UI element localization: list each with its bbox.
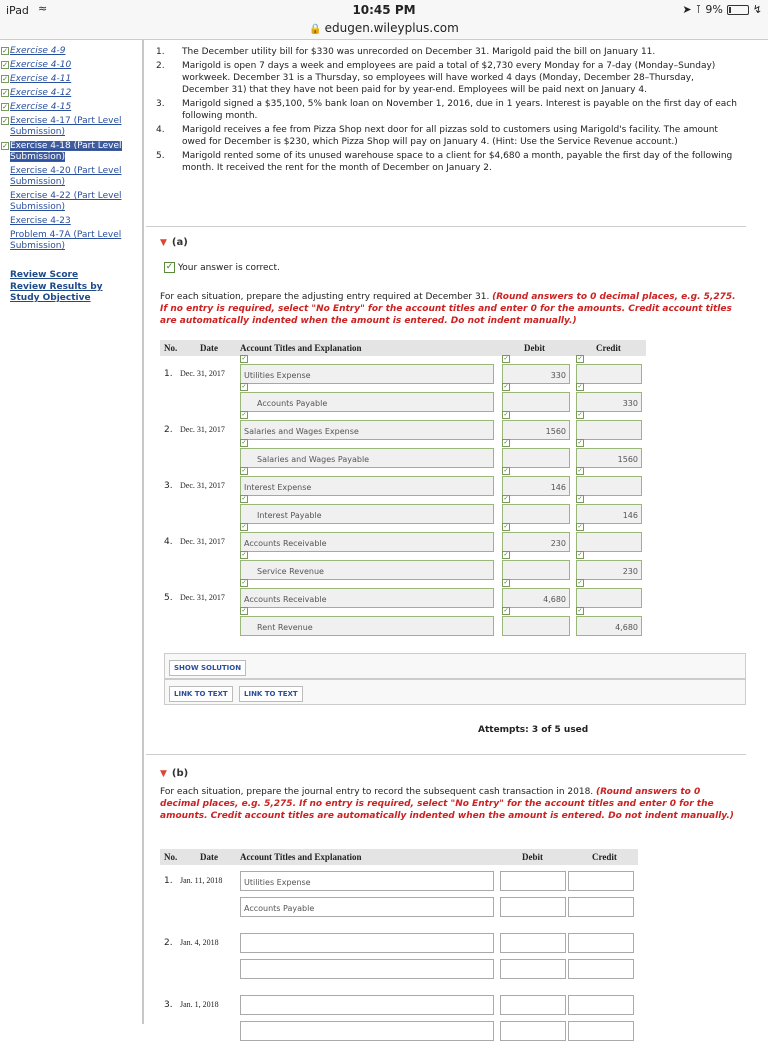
row-number: 1. <box>164 876 173 886</box>
lock-icon: 🔒 <box>309 24 322 35</box>
credit-account-field[interactable]: Accounts Payable <box>240 897 494 917</box>
debit-amount-field[interactable] <box>502 616 570 636</box>
correct-message: ✓ Your answer is correct. <box>165 262 280 273</box>
debit-account-field[interactable]: Utilities Expense <box>240 364 494 384</box>
check-icon: ✓ <box>503 439 509 446</box>
check-icon: ✓ <box>241 495 247 502</box>
divider <box>146 226 746 227</box>
sidebar-item[interactable]: Exercise 4-22 (Part Level Submission) <box>10 191 122 212</box>
check-icon: ✓ <box>241 467 247 474</box>
journal-row <box>160 607 650 638</box>
battery-percent: 9% <box>705 3 723 16</box>
sidebar-item[interactable]: ✓ Exercise 4-18 (Part Level Submission) <box>2 141 122 162</box>
problem-item: 5. Marigold rented some of its unused warehouse space to a client for $4,680 a month, payable the first day of the following month. It received the rent for the month of December on January 2. <box>156 151 733 173</box>
row-date: Dec. 31, 2017 <box>180 369 225 378</box>
checkbox-icon: ✓ <box>2 89 8 97</box>
problem-item: 2. Marigold is open 7 days a week and employees are paid a total of $2,730 every Monday for a 7-day (Monday–Sunday) workweek. December 31 is a Thursday, so employees will have worked 4 days (Monday, December 28–Thursday, December 31) that they have not been paid for by year-end. Employees will be paid next on January 4. <box>156 61 716 95</box>
row-date: Jan. 4, 2018 <box>180 938 219 947</box>
check-icon: ✓ <box>241 579 247 586</box>
show-solution-button[interactable]: SHOW SOLUTION <box>169 660 246 676</box>
location-icon: ➤ <box>682 3 692 16</box>
clock: 10:45 PM <box>352 3 416 17</box>
journal-row <box>160 895 650 919</box>
credit-account-field[interactable] <box>240 959 494 979</box>
sidebar-item[interactable]: ✓ Exercise 4-17 (Part Level Submission) <box>2 116 122 137</box>
check-icon: ✓ <box>503 383 509 390</box>
debit-amount-field[interactable]: 330 <box>502 364 570 384</box>
debit-account-field[interactable]: Accounts Receivable <box>240 588 494 608</box>
sidebar-item[interactable]: ✓ Exercise 4-12 <box>2 88 72 98</box>
credit-amount-field[interactable] <box>568 995 634 1015</box>
checkbox-icon: ✓ <box>2 142 8 150</box>
collapse-triangle-icon: ▼ <box>160 769 167 779</box>
check-icon: ✓ <box>577 411 583 418</box>
sidebar-item[interactable]: ✓ Exercise 4-15 <box>2 102 72 112</box>
url-bar[interactable] <box>0 20 768 40</box>
checkbox-icon: ✓ <box>2 61 8 69</box>
debit-amount-field[interactable]: 146 <box>502 476 570 496</box>
check-icon: ✓ <box>577 523 583 530</box>
journal-row <box>160 869 650 893</box>
credit-amount-field[interactable] <box>568 871 634 891</box>
check-icon: ✓ <box>503 607 509 614</box>
credit-amount-field[interactable]: 330 <box>576 392 642 412</box>
sidebar-item[interactable]: Exercise 4-23 <box>10 216 71 226</box>
row-number: 3. <box>164 1000 173 1010</box>
collapse-triangle-icon: ▼ <box>160 238 167 248</box>
journal-row <box>160 957 650 981</box>
debit-account-field[interactable]: Interest Expense <box>240 476 494 496</box>
credit-amount-field[interactable] <box>576 588 642 608</box>
show-solution-bar <box>164 653 746 679</box>
check-icon: ✓ <box>165 262 174 272</box>
debit-amount-field[interactable] <box>502 504 570 524</box>
credit-account-field[interactable]: Rent Revenue <box>240 616 494 636</box>
row-date: Dec. 31, 2017 <box>180 537 225 546</box>
debit-amount-field[interactable] <box>500 995 566 1015</box>
credit-amount-field[interactable] <box>568 959 634 979</box>
check-icon: ✓ <box>241 607 247 614</box>
checkbox-icon: ✓ <box>2 75 8 83</box>
debit-amount-field[interactable] <box>500 871 566 891</box>
review-score-link[interactable]: Review Score <box>10 270 79 280</box>
credit-amount-field[interactable]: 4,680 <box>576 616 642 636</box>
debit-amount-field[interactable]: 230 <box>502 532 570 552</box>
row-date: Dec. 31, 2017 <box>180 425 225 434</box>
device-label: iPad <box>6 4 29 17</box>
problem-item: 3. Marigold signed a $35,100, 5% bank loan on November 1, 2016, due in 1 years. Interest is payable on the first day of each following month. <box>156 99 737 121</box>
check-icon: ✓ <box>503 579 509 586</box>
checkbox-icon: ✓ <box>2 117 8 125</box>
journal-row <box>160 993 650 1017</box>
problem-list <box>156 46 741 176</box>
debit-amount-field[interactable]: 1560 <box>502 420 570 440</box>
divider <box>146 754 746 755</box>
credit-account-field[interactable] <box>240 1021 494 1041</box>
row-number: 3. <box>164 481 173 491</box>
debit-account-field[interactable] <box>240 933 494 953</box>
link-to-text-button[interactable]: LINK TO TEXT <box>169 686 233 702</box>
check-icon: ✓ <box>241 355 247 362</box>
check-icon: ✓ <box>503 355 509 362</box>
debit-amount-field[interactable] <box>500 959 566 979</box>
debit-account-field[interactable]: Utilities Expense <box>240 871 494 891</box>
row-date: Dec. 31, 2017 <box>180 481 225 490</box>
part-a-table-header: No. Date Account Titles and Explanation Debit Credit <box>160 340 646 356</box>
part-a-header[interactable]: ▼ (a) <box>160 237 188 248</box>
check-icon: ✓ <box>577 355 583 362</box>
sidebar-item[interactable]: ✓ Exercise 4-10 <box>2 60 72 70</box>
debit-account-field[interactable]: Accounts Receivable <box>240 532 494 552</box>
debit-amount-field[interactable] <box>502 560 570 580</box>
check-icon: ✓ <box>503 467 509 474</box>
credit-amount-field[interactable] <box>576 532 642 552</box>
check-icon: ✓ <box>241 383 247 390</box>
credit-amount-field[interactable]: 230 <box>576 560 642 580</box>
check-icon: ✓ <box>241 411 247 418</box>
credit-amount-field[interactable] <box>576 476 642 496</box>
row-number: 5. <box>164 593 173 603</box>
check-icon: ✓ <box>577 439 583 446</box>
row-number: 2. <box>164 938 173 948</box>
url-text: edugen.wileyplus.com <box>324 21 459 35</box>
debit-account-field[interactable]: Salaries and Wages Expense <box>240 420 494 440</box>
part-b-instructions: For each situation, prepare the journal entry to record the subsequent cash transaction in 2018. (Round answers to 0 decimal places, e.g. 5,275. If no entry is required, select "No Entry" for the account titles and enter 0 for the amounts. Credit account titles are automatically indented when the amount is entered. Do not indent manually.) <box>160 787 734 821</box>
sidebar-item[interactable]: Problem 4-7A (Part Level Submission) <box>10 230 122 251</box>
credit-amount-field[interactable] <box>568 1021 634 1041</box>
row-date: Jan. 11, 2018 <box>180 876 223 885</box>
credit-amount-field[interactable] <box>568 933 634 953</box>
row-number: 2. <box>164 425 173 435</box>
journal-row <box>160 1019 650 1043</box>
debit-amount-field[interactable] <box>502 448 570 468</box>
check-icon: ✓ <box>577 383 583 390</box>
check-icon: ✓ <box>241 523 247 530</box>
row-number: 1. <box>164 369 173 379</box>
checkbox-icon: ✓ <box>2 103 8 111</box>
credit-amount-field[interactable] <box>576 364 642 384</box>
charging-icon: ↯ <box>752 3 762 16</box>
sidebar <box>0 40 144 1024</box>
debit-amount-field[interactable] <box>502 392 570 412</box>
link-bar <box>164 679 746 705</box>
attempts-count: Attempts: 3 of 5 used <box>478 725 589 735</box>
check-icon: ✓ <box>577 579 583 586</box>
debit-account-field[interactable] <box>240 995 494 1015</box>
part-b-table-header: No. Date Account Titles and Explanation Debit Credit <box>160 849 638 865</box>
row-number: 4. <box>164 537 173 547</box>
check-icon: ✓ <box>503 411 509 418</box>
credit-account-field[interactable]: Service Revenue <box>240 560 494 580</box>
check-icon: ✓ <box>241 439 247 446</box>
journal-row <box>160 931 650 955</box>
credit-amount-field[interactable]: 146 <box>576 504 642 524</box>
credit-amount-field[interactable]: 1560 <box>576 448 642 468</box>
sidebar-item[interactable]: ✓ Exercise 4-9 <box>2 46 66 56</box>
check-icon: ✓ <box>503 495 509 502</box>
credit-account-field[interactable]: Accounts Payable <box>240 392 494 412</box>
check-icon: ✓ <box>577 467 583 474</box>
debit-amount-field[interactable] <box>500 933 566 953</box>
check-icon: ✓ <box>577 551 583 558</box>
debit-amount-field[interactable] <box>500 897 566 917</box>
row-date: Jan. 1, 2018 <box>180 1000 219 1009</box>
bluetooth-icon: ⊺ <box>695 3 702 16</box>
check-icon: ✓ <box>577 495 583 502</box>
problem-item: 4. Marigold receives a fee from Pizza Shop next door for all pizzas sold to customers using Marigold's facility. The amount owed for December is $230, which Pizza Shop will pay on January 4. (Hint: Use the Service Revenue account.) <box>156 125 718 147</box>
check-icon: ✓ <box>241 551 247 558</box>
link-to-text-button-2[interactable]: LINK TO TEXT <box>239 686 303 702</box>
check-icon: ✓ <box>503 551 509 558</box>
credit-amount-field[interactable] <box>576 420 642 440</box>
credit-amount-field[interactable] <box>568 897 634 917</box>
battery-icon <box>727 5 749 15</box>
credit-account-field[interactable]: Salaries and Wages Payable <box>240 448 494 468</box>
sidebar-item[interactable]: Exercise 4-20 (Part Level Submission) <box>10 166 122 187</box>
status-bar <box>0 0 768 20</box>
check-icon: ✓ <box>577 607 583 614</box>
check-icon: ✓ <box>503 523 509 530</box>
main-content <box>146 40 768 1024</box>
row-date: Dec. 31, 2017 <box>180 593 225 602</box>
part-b-header[interactable]: ▼ (b) <box>160 768 189 779</box>
part-a-instructions: For each situation, prepare the adjusting entry required at December 31. (Round answers to 0 decimal places, e.g. 5,275. If no entry is required, select "No Entry" for the account titles and enter 0 for the amounts. Credit account titles are automatically indented when the amount is entered. Do not indent manually.) <box>160 292 736 326</box>
wifi-icon: ≈ <box>38 2 48 15</box>
debit-amount-field[interactable] <box>500 1021 566 1041</box>
checkbox-icon: ✓ <box>2 47 8 55</box>
problem-item: 1. The December utility bill for $330 was unrecorded on December 31. Marigold paid the bill on January 11. <box>156 47 656 57</box>
debit-amount-field[interactable]: 4,680 <box>502 588 570 608</box>
credit-account-field[interactable]: Interest Payable <box>240 504 494 524</box>
sidebar-item[interactable]: ✓ Exercise 4-11 <box>2 74 72 84</box>
review-results-link[interactable]: Review Results by Study Objective <box>10 282 103 303</box>
